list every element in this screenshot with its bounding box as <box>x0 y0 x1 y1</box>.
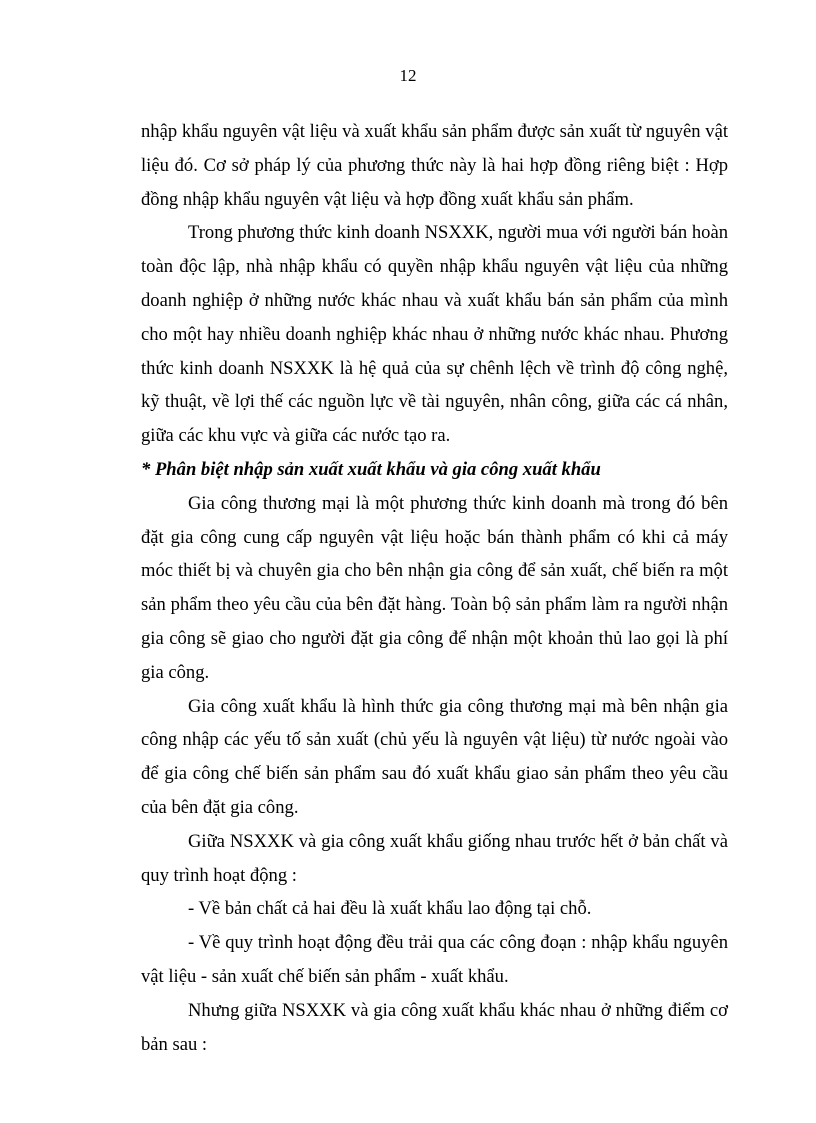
paragraph-gia-cong-thuong-mai: Gia công thương mại là một phương thức kinh doanh mà trong đó bên đặt gia công cung cấp nguyên vật liệu hoặc bán thành phẩm có khi cả máy móc thiết bị và chuyên gia cho bên nhận gia công để sản xuất, chế biến ra một sản phẩm theo yêu cầu của bên đặt hàng. Toàn bộ sản phẩm làm ra người nhận gia công sẽ giao cho người đặt gia công để nhận một khoản thủ lao gọi là phí gia công. <box>141 492 728 683</box>
paragraph-continuation: nhập khẩu nguyên vật liệu và xuất khẩu sản phẩm được sản xuất từ nguyên vật liệu đó. Cơ sở pháp lý của phương thức này là hai hợp đồng riêng biệt : Hợp đồng nhập khẩu nguyên vật liệu và hợp đồng xuất khẩu sản phẩm. <box>141 121 728 210</box>
paragraph-differences: Nhưng giữa NSXXK và gia công xuất khẩu khác nhau ở những điểm cơ bản sau : <box>141 999 728 1055</box>
page-number: 12 <box>399 66 417 85</box>
bullet-nature: - Về bản chất cả hai đều là xuất khẩu lao động tại chỗ. <box>188 898 592 920</box>
paragraph-nsxxk-independence: Trong phương thức kinh doanh NSXXK, người mua với người bán hoàn toàn độc lập, nhà nhập khẩu có quyền nhập khẩu nguyên vật liệu của những doanh nghiệp ở những nước khác nhau và xuất khẩu bán sản phẩm của mình cho một hay nhiều doanh nghiệp khác nhau ở những nước khác nhau. Phương thức kinh doanh NSXXK là hệ quả của sự chênh lệch về trình độ công nghệ, kỹ thuật, về lợi thế các nguồn lực về tài nguyên, nhân công, giữa các cá nhân, giữa các khu vực và giữa các nước tạo ra. <box>141 222 728 447</box>
paragraph-similarities: Giữa NSXXK và gia công xuất khẩu giống nhau trước hết ở bản chất và quy trình hoạt động : <box>141 830 728 886</box>
bullet-process: - Về quy trình hoạt động đều trải qua các công đoạn : nhập khẩu nguyên vật liệu - sản xuất chế biến sản phẩm - xuất khẩu. <box>141 932 728 987</box>
paragraph-gia-cong-xuat-khau: Gia công xuất khẩu là hình thức gia công thương mại mà bên nhận gia công nhập các yếu tố sản xuất (chủ yếu là nguyên vật liệu) từ nước ngoài vào để gia công chế biến sản phẩm sau đó xuất khẩu giao sản phẩm theo yêu cầu của bên đặt gia công. <box>141 695 728 818</box>
section-heading: * Phân biệt nhập sản xuất xuất khẩu và gia công xuất khẩu <box>141 458 601 480</box>
document-body <box>141 115 728 1061</box>
